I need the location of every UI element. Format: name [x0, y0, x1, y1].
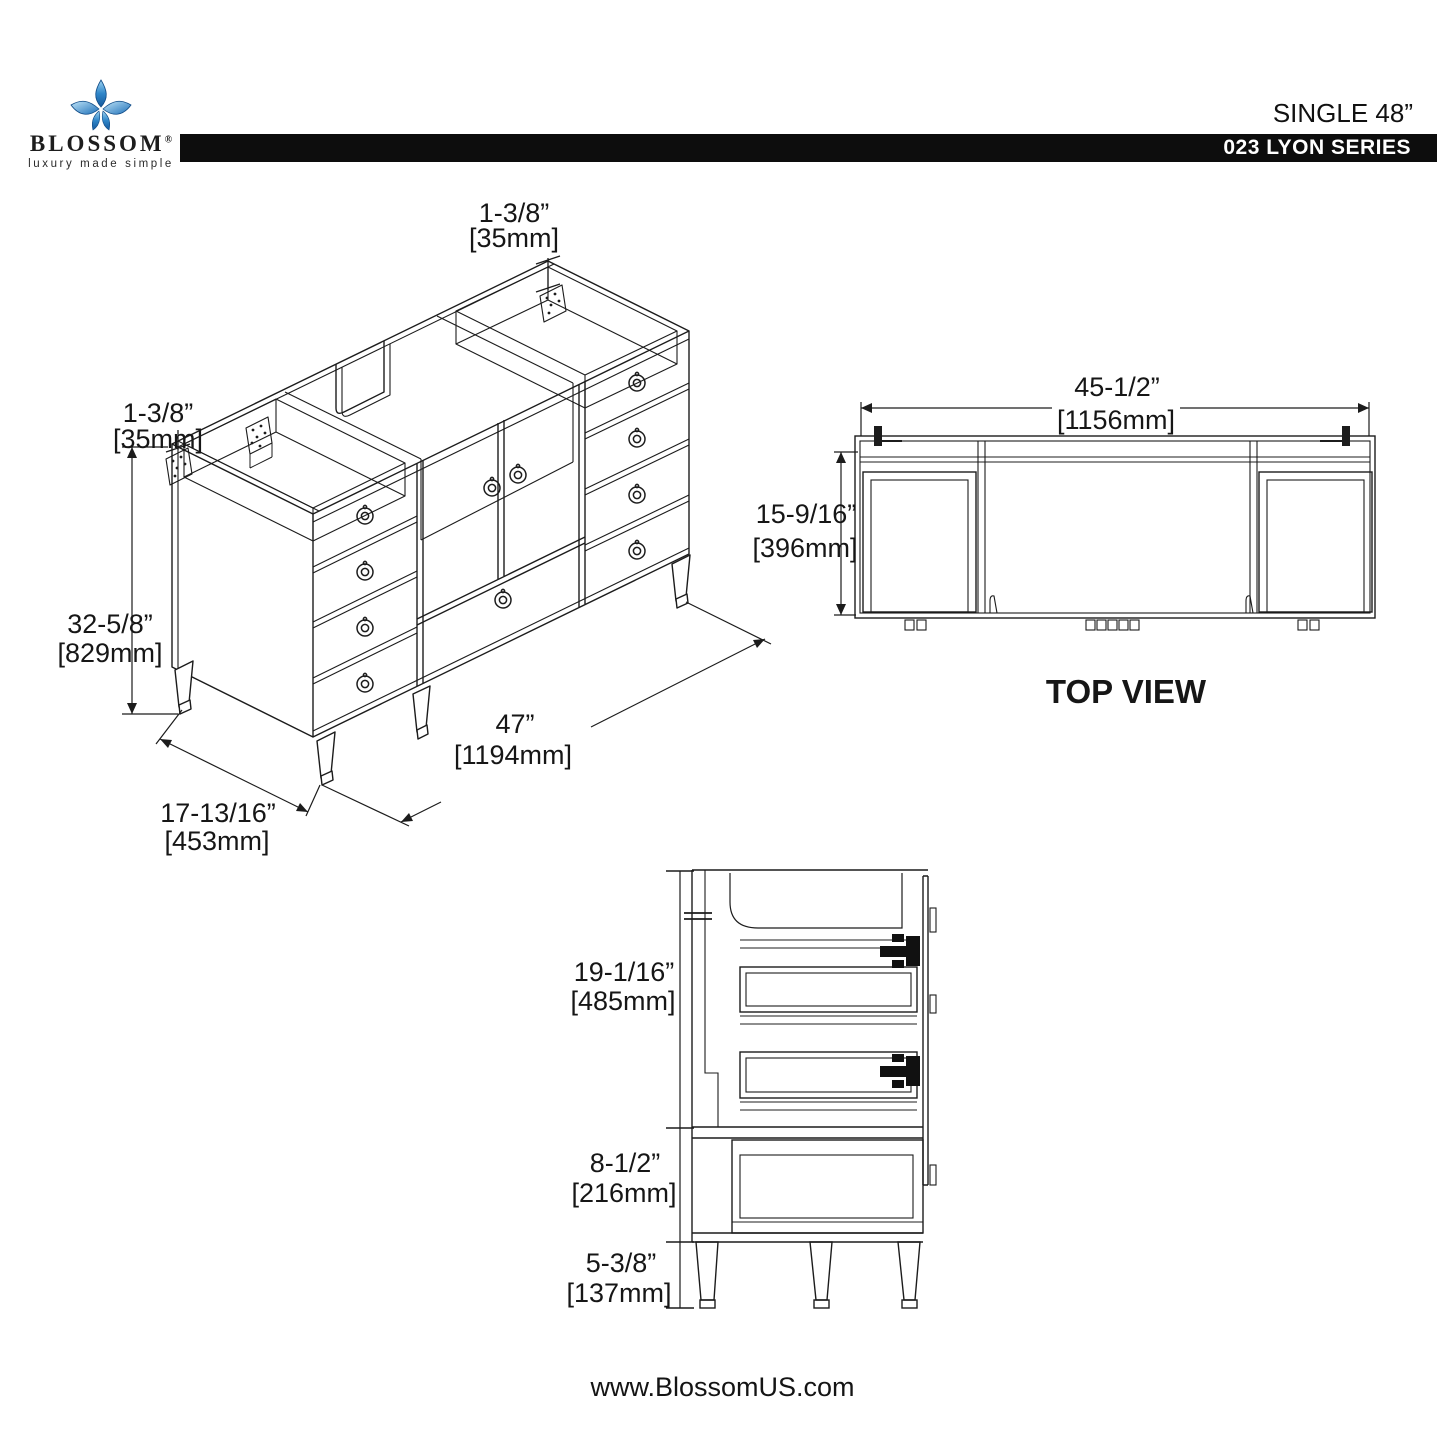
dim-left-thickness-mm: [35mm]	[112, 424, 204, 454]
side-view-legs-mm: [137mm]	[566, 1278, 672, 1308]
dimension-arrows	[127, 447, 765, 822]
dim-left-thickness-in: 1-3/8”	[122, 398, 194, 428]
isometric-cabinet-drawing	[166, 256, 690, 785]
isometric-dimension-lines	[122, 447, 771, 826]
side-view-dimension-lines	[666, 871, 694, 1308]
dim-width-mm: [1194mm]	[453, 740, 573, 770]
top-view-depth-mm: [396mm]	[752, 533, 858, 563]
cabinet-leg	[696, 1242, 920, 1308]
top-view-drawing	[855, 426, 1375, 630]
product-title: SINGLE 48”	[1272, 98, 1413, 128]
top-view-title: TOP VIEW	[1045, 673, 1207, 710]
leveling-feet	[905, 620, 1319, 630]
dim-top-thickness-in: 1-3/8”	[478, 198, 550, 228]
door-hinge-icon	[880, 934, 920, 968]
side-view-legs-in: 5-3/8”	[585, 1248, 657, 1278]
website-url: www.BlossomUS.com	[590, 1372, 855, 1402]
top-view-width-mm: [1156mm]	[1056, 405, 1176, 435]
side-view-drawing	[684, 870, 936, 1308]
dim-width-in: 47”	[495, 709, 535, 739]
brand-name: BLOSSOM®	[29, 131, 173, 156]
series-label: 023 LYON SERIES	[1223, 136, 1411, 159]
ring-pull-icon	[357, 372, 645, 692]
top-view-depth-in: 15-9/16”	[755, 499, 857, 529]
mounting-bracket-icon	[246, 417, 272, 468]
brand-tagline: luxury made simple	[28, 158, 174, 171]
dim-top-thickness-mm: [35mm]	[468, 223, 560, 253]
side-view-upper-mm: [485mm]	[570, 986, 676, 1016]
door-hinge-icon	[880, 1054, 920, 1088]
dim-depth-mm: [453mm]	[164, 826, 270, 856]
registered-mark-icon: ®	[164, 134, 173, 146]
dim-height-mm: [829mm]	[57, 638, 163, 668]
dim-depth-in: 17-13/16”	[160, 798, 276, 828]
side-view-drawer-in: 8-1/2”	[589, 1148, 661, 1178]
side-view-drawer-mm: [216mm]	[571, 1178, 677, 1208]
dim-height-in: 32-5/8”	[67, 609, 153, 639]
top-view-width-in: 45-1/2”	[1074, 372, 1160, 402]
cabinet-leg	[175, 555, 690, 785]
side-view-upper-in: 19-1/16”	[573, 957, 675, 987]
